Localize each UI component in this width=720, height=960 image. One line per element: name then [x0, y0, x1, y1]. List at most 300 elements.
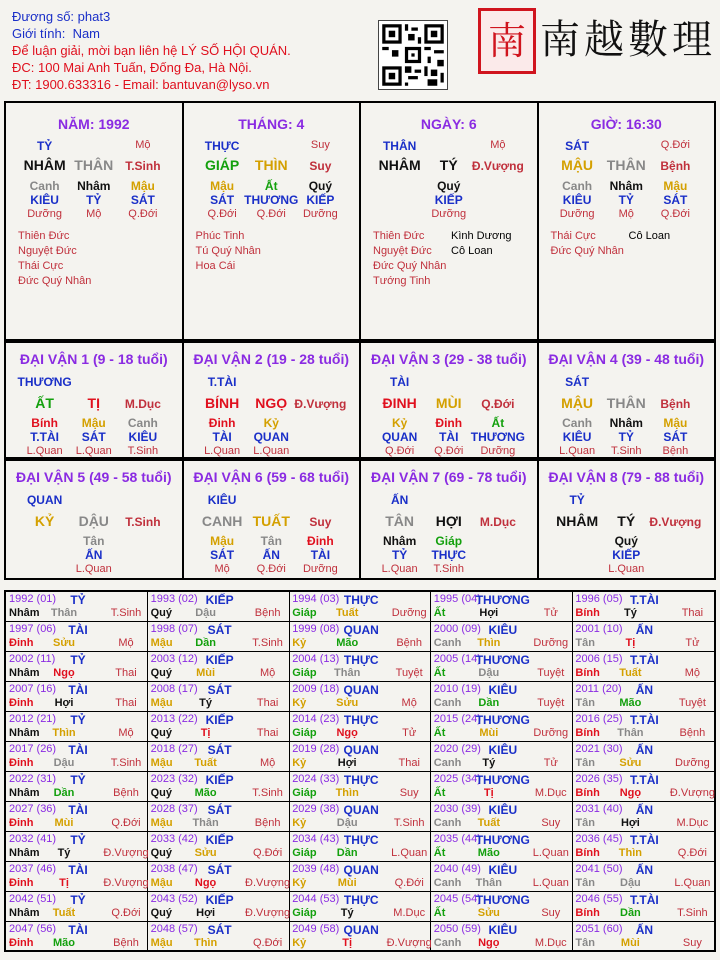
hidden-phase: L.Quan	[75, 445, 112, 457]
pillar-2	[184, 103, 362, 339]
year-cell[interactable]	[431, 742, 573, 772]
year-cell[interactable]	[431, 862, 573, 892]
year-branch: Tý	[623, 607, 637, 619]
year-label: 2005 (14)	[433, 653, 481, 665]
year-phase: Suy	[541, 817, 561, 829]
year-branch: Thìn	[335, 787, 359, 799]
year-cell[interactable]	[6, 832, 148, 862]
year-cell[interactable]	[148, 922, 290, 952]
hidden-phase: Bệnh	[662, 445, 689, 457]
year-label: 2030 (39)	[433, 803, 481, 815]
year-branch: Thân	[617, 727, 644, 739]
year-branch: Sửu	[619, 757, 642, 769]
hidden-stem: Quý	[614, 534, 638, 548]
hidden-stem: Đinh	[307, 534, 334, 548]
year-phase: Dưỡng	[391, 607, 427, 619]
year-stem: Tân	[575, 817, 595, 829]
hidden-god: KIẾP	[434, 193, 463, 207]
year-branch: Sửu	[194, 847, 217, 859]
year-label: 2019 (28)	[292, 743, 340, 755]
year-cell[interactable]	[148, 682, 290, 712]
year-phase: Tử	[402, 727, 417, 739]
year-phase: L.Quan	[674, 877, 711, 889]
hidden-god: THƯƠNG	[470, 430, 525, 444]
year-god: ẤN	[635, 923, 654, 937]
pillar-stars-list-2	[629, 229, 671, 244]
year-stem: Kỷ	[292, 937, 307, 949]
year-cell[interactable]	[289, 922, 431, 952]
year-cell[interactable]	[148, 802, 290, 832]
year-phase: Mộ	[259, 757, 276, 769]
pillar-stars-list	[196, 229, 261, 274]
hidden-god: ẤN	[85, 548, 103, 562]
star-item: Kình Dương	[451, 230, 512, 242]
year-cell[interactable]	[431, 922, 573, 952]
year-label: 2008 (17)	[150, 683, 198, 695]
year-cell[interactable]	[431, 772, 573, 802]
hidden-stem: Nhâm	[609, 179, 643, 193]
year-cell[interactable]	[431, 712, 573, 742]
year-god: T.TÀI	[630, 593, 659, 607]
year-cell[interactable]	[289, 772, 431, 802]
hidden-phase: L.Quan	[204, 445, 241, 457]
year-label: 2051 (60)	[575, 923, 623, 935]
year-cell[interactable]	[6, 892, 148, 922]
hidden-phase: Dưỡng	[559, 208, 595, 220]
year-god: ẤN	[635, 803, 654, 817]
year-phase: Đ.Vượng	[245, 907, 291, 919]
year-phase: Tuyệt	[537, 697, 565, 709]
year-stem: Tân	[575, 937, 595, 949]
hidden-stem: Mậu	[210, 534, 235, 548]
dai-van-branch: TUẤT	[252, 513, 290, 529]
dai-van-6	[184, 461, 362, 578]
year-branch: Mão	[53, 937, 75, 949]
year-stem: Quý	[150, 787, 172, 799]
star-item: Cô Loan	[628, 230, 671, 242]
hidden-god: TÀI	[439, 430, 459, 444]
year-branch: Dậu	[478, 667, 500, 679]
hidden-phase: Mộ	[86, 208, 102, 220]
year-branch: Dần	[478, 697, 500, 709]
year-god: QUAN	[343, 623, 379, 637]
qr-code-icon	[378, 20, 448, 90]
phone-email-line	[12, 76, 291, 93]
hidden-phase: Q.Đới	[434, 445, 464, 457]
year-branch: Thân	[475, 877, 502, 889]
year-cell[interactable]	[289, 742, 431, 772]
year-phase: Bệnh	[396, 637, 423, 649]
dai-van-7	[361, 461, 539, 578]
dai-van-title: ĐẠI VẬN 4 (39 - 48 tuổi)	[548, 351, 705, 367]
year-cell[interactable]	[431, 682, 573, 712]
year-phase: Bệnh	[254, 607, 281, 619]
year-god: ẤN	[635, 743, 654, 757]
year-label: 2000 (09)	[433, 623, 481, 635]
year-branch: Tuất	[52, 907, 76, 919]
year-cell[interactable]	[572, 862, 714, 892]
year-cell[interactable]	[289, 682, 431, 712]
hidden-stem: Mậu	[663, 416, 688, 430]
year-branch: Tị	[625, 637, 636, 649]
pillar-phase: Bệnh	[660, 159, 691, 173]
year-god: ẤN	[635, 863, 654, 877]
year-god: SÁT	[207, 743, 232, 757]
hidden-phase: Dưỡng	[27, 208, 62, 220]
year-branch: Tị	[59, 877, 69, 889]
year-cell[interactable]	[6, 592, 148, 622]
phone-text: ĐT: 1900.633316 - Email:	[12, 77, 163, 92]
year-label: 2050 (59)	[433, 923, 481, 935]
dai-van-branch: THÂN	[606, 395, 646, 411]
year-phase: Thai	[115, 667, 137, 679]
year-cell[interactable]	[6, 742, 148, 772]
pillar-top-phase: Mộ	[135, 139, 151, 151]
year-branch: Mùi	[479, 727, 499, 739]
year-branch: Hợi	[337, 757, 357, 769]
gender-value: Nam	[72, 26, 101, 41]
year-cell[interactable]	[289, 712, 431, 742]
year-branch: Dần	[336, 847, 358, 859]
dai-van-stem: MẬU	[561, 395, 594, 411]
hidden-god: TỶ	[618, 193, 634, 207]
star-item: Đức Quý Nhân	[373, 260, 447, 272]
year-cell[interactable]	[431, 622, 573, 652]
year-cell[interactable]	[148, 712, 290, 742]
dai-van-row-1	[4, 341, 716, 459]
year-cell[interactable]	[148, 622, 290, 652]
year-cell[interactable]	[148, 832, 290, 862]
year-phase: M.Dục	[393, 907, 426, 919]
year-label: 2031 (40)	[575, 803, 623, 815]
hidden-phase: L.Quan	[26, 445, 63, 457]
year-phase: Đ.Vượng	[103, 847, 149, 859]
dai-van-stem: NHÂM	[556, 513, 599, 529]
year-stem: Giáp	[292, 607, 317, 619]
star-item: Thái Cực	[18, 260, 64, 272]
year-branch: Tý	[57, 847, 71, 859]
year-god: T.TÀI	[630, 833, 659, 847]
dai-van-phase: M.Dục	[124, 397, 161, 411]
year-phase: Q.Đới	[252, 937, 283, 949]
year-branch: Thìn	[477, 637, 501, 649]
pillar-stars-list-2	[451, 229, 511, 259]
year-phase: Mộ	[118, 727, 134, 739]
year-god: KIẾP	[205, 893, 234, 907]
year-god: TỶ	[70, 893, 86, 907]
year-cell[interactable]	[6, 652, 148, 682]
year-cell[interactable]	[572, 802, 714, 832]
dai-van-phase: Bệnh	[660, 397, 691, 411]
year-god: THỰC	[343, 833, 379, 847]
year-cell[interactable]	[6, 772, 148, 802]
year-phase: Đ.Vượng	[669, 787, 715, 799]
dai-van-4	[539, 343, 715, 457]
dai-van-title: ĐẠI VẬN 3 (29 - 38 tuổi)	[370, 351, 527, 367]
year-god: KIÊU	[488, 623, 518, 637]
hidden-god: KIÊU	[562, 193, 592, 207]
year-phase: L.Quan	[532, 847, 569, 859]
year-stem: Nhâm	[9, 667, 40, 679]
year-cell[interactable]	[431, 592, 573, 622]
year-stem: Canh	[433, 637, 462, 649]
dai-van-phase: Đ.Vượng	[649, 515, 702, 529]
pillar-god: THÂN	[382, 139, 417, 153]
hidden-stem: Nhâm	[77, 179, 111, 193]
pillar-stem: GIÁP	[204, 157, 240, 173]
star-item: Thiên Đức	[18, 230, 70, 242]
year-label: 2022 (31)	[9, 773, 57, 785]
hidden-phase: T.Sinh	[433, 563, 465, 575]
year-cell[interactable]	[148, 652, 290, 682]
year-label: 2016 (25)	[575, 713, 623, 725]
year-god: KIÊU	[488, 923, 518, 937]
year-cell[interactable]	[148, 772, 290, 802]
dai-van-1	[6, 343, 184, 457]
year-god: ẤN	[635, 623, 654, 637]
year-cell[interactable]	[572, 652, 714, 682]
year-cell[interactable]	[148, 742, 290, 772]
year-label: 2021 (30)	[575, 743, 623, 755]
year-cell[interactable]	[289, 622, 431, 652]
year-cell[interactable]	[289, 802, 431, 832]
year-stem: Quý	[150, 847, 172, 859]
year-label: 2018 (27)	[150, 743, 198, 755]
pillar-stem: NHÂM	[23, 157, 66, 173]
year-phase: T.Sinh	[677, 907, 708, 919]
year-cell[interactable]	[431, 652, 573, 682]
year-cell[interactable]	[572, 682, 714, 712]
year-phase: Q.Đới	[111, 907, 141, 919]
year-phase: Mộ	[401, 697, 417, 709]
year-label: 2013 (22)	[150, 713, 198, 725]
dai-van-title: ĐẠI VẬN 8 (79 - 88 tuổi)	[548, 469, 705, 485]
star-item: Đức Quý Nhân	[550, 245, 624, 257]
year-stem: Đinh	[9, 877, 34, 889]
year-branch: Thìn	[193, 937, 218, 949]
year-stem: Nhâm	[9, 607, 40, 619]
year-cell[interactable]	[572, 592, 714, 622]
hidden-god: SÁT	[663, 430, 688, 444]
year-label: 2037 (46)	[9, 863, 57, 875]
year-branch: Ngọ	[619, 787, 642, 799]
year-label: 2040 (49)	[433, 863, 481, 875]
year-cell[interactable]	[148, 862, 290, 892]
year-god: THƯƠNG	[475, 593, 530, 607]
year-phase: Bệnh	[113, 787, 139, 799]
star-item: Hoa Cái	[195, 260, 236, 272]
year-cell[interactable]	[431, 832, 573, 862]
hidden-stem: Đinh	[435, 416, 463, 430]
year-branch: Mão	[194, 787, 217, 799]
pillar-branch: THÂN	[74, 157, 114, 173]
year-branch: Dần	[195, 637, 216, 649]
hidden-god: KIÊU	[30, 193, 59, 207]
hidden-stem: Quý	[437, 179, 461, 193]
year-stem: Canh	[433, 937, 462, 949]
dai-van-title: ĐẠI VẬN 7 (69 - 78 tuổi)	[370, 469, 527, 485]
hidden-stem: Canh	[562, 416, 593, 430]
year-phase: Dưỡng	[533, 637, 569, 649]
year-label: 2041 (50)	[575, 863, 623, 875]
hidden-god: TỶ	[86, 193, 102, 207]
year-stem: Đinh	[9, 637, 34, 649]
year-phase: Bệnh	[679, 727, 706, 739]
year-god: TỶ	[70, 653, 86, 667]
year-branch: Sửu	[52, 637, 76, 649]
year-stem: Canh	[433, 817, 462, 829]
year-stem: Canh	[433, 697, 462, 709]
year-cell[interactable]	[6, 922, 148, 952]
year-stem: Bính	[575, 727, 600, 739]
year-phase: M.Dục	[534, 937, 567, 949]
year-branch: Thân	[192, 817, 219, 829]
star-item: Cô Loan	[451, 245, 493, 257]
year-phase: M.Dục	[534, 787, 567, 799]
hidden-phase: Q.Đới	[128, 208, 158, 220]
year-branch: Hợi	[620, 817, 640, 829]
year-label: 2023 (32)	[150, 773, 198, 785]
year-stem: Tân	[575, 637, 595, 649]
year-label: 2036 (45)	[575, 833, 623, 845]
year-stem: Bính	[575, 907, 600, 919]
year-cell[interactable]	[572, 922, 714, 952]
year-cell[interactable]	[289, 892, 431, 922]
year-phase: Thai	[115, 697, 137, 709]
pillar-branch: THÌN	[254, 157, 288, 173]
year-cell[interactable]	[572, 892, 714, 922]
year-god: THƯƠNG	[475, 713, 530, 727]
year-stem: Kỷ	[292, 877, 307, 889]
year-god: SÁT	[207, 623, 232, 637]
gender-label: Giới tính:	[12, 26, 66, 41]
year-branch: Sửu	[336, 697, 359, 709]
dai-van-god: T.TÀI	[207, 375, 237, 389]
hidden-stem: Canh	[29, 179, 60, 193]
year-cell[interactable]	[572, 772, 714, 802]
year-label: 2047 (56)	[9, 923, 57, 935]
year-cell[interactable]	[289, 862, 431, 892]
year-god: KIẾP	[205, 653, 234, 667]
star-item: Nguyệt Đức	[373, 245, 432, 257]
hidden-phase: Dưỡng	[302, 563, 338, 575]
year-branch: Dậu	[195, 607, 216, 619]
year-phase: T.Sinh	[110, 607, 142, 619]
year-stem: Ất	[433, 847, 446, 859]
year-cell[interactable]	[6, 622, 148, 652]
hidden-stem: Tân	[260, 534, 282, 548]
year-cell[interactable]	[289, 652, 431, 682]
year-stem: Kỷ	[292, 757, 307, 769]
pillar-title: GIỜ: 16:30	[590, 116, 662, 132]
year-cell[interactable]	[6, 802, 148, 832]
star-item: Thái Cực	[550, 230, 596, 242]
year-cell[interactable]	[431, 802, 573, 832]
hidden-god: SÁT	[130, 193, 155, 207]
year-stem: Quý	[150, 727, 172, 739]
year-label: 2045 (54)	[433, 893, 481, 905]
year-stem: Bính	[575, 607, 600, 619]
hidden-stem: Nhâm	[382, 534, 417, 548]
year-branch: Tị	[342, 937, 353, 949]
year-stem: Đinh	[9, 697, 34, 709]
year-phase: Tử	[685, 637, 700, 649]
hidden-god: ẤN	[262, 548, 280, 562]
brand-logo-text: 南越數理	[540, 17, 716, 63]
year-god: T.TÀI	[630, 653, 659, 667]
owner-value: phat3	[77, 9, 111, 24]
year-god: TÀI	[68, 683, 88, 697]
year-god: QUAN	[343, 923, 379, 937]
dai-van-stem: TÂN	[385, 513, 414, 529]
year-label: 2027 (36)	[9, 803, 57, 815]
year-god: SÁT	[207, 803, 232, 817]
year-cell[interactable]	[572, 712, 714, 742]
year-cell[interactable]	[148, 592, 290, 622]
hidden-stem: Mậu	[81, 416, 106, 430]
dai-van-title: ĐẠI VẬN 6 (59 - 68 tuổi)	[193, 469, 350, 485]
year-phase: M.Dục	[676, 817, 709, 829]
year-stem: Nhâm	[9, 727, 40, 739]
year-branch: Hợi	[54, 697, 74, 709]
pillar-branch: THÂN	[606, 157, 646, 173]
year-label: 1997 (06)	[9, 623, 57, 635]
hidden-phase: L.Quan	[559, 445, 596, 457]
dai-van-branch: HỢI	[435, 513, 462, 529]
hidden-stem: Đinh	[208, 416, 236, 430]
hidden-god: KIẾP	[612, 548, 641, 562]
year-cell[interactable]	[572, 832, 714, 862]
year-god: QUAN	[343, 683, 379, 697]
year-label: 2015 (24)	[433, 713, 481, 725]
year-phase: Mộ	[259, 667, 276, 679]
hidden-god: SÁT	[210, 548, 235, 562]
year-god: TỶ	[70, 833, 86, 847]
year-cell[interactable]	[289, 592, 431, 622]
hidden-stem: Canh	[562, 179, 593, 193]
pillar-3	[361, 103, 539, 339]
year-cell[interactable]	[572, 742, 714, 772]
year-stem: Giáp	[292, 907, 317, 919]
year-cell[interactable]	[148, 892, 290, 922]
pillar-stars-list	[551, 229, 624, 259]
year-cell[interactable]	[572, 622, 714, 652]
hidden-phase: L.Quan	[75, 563, 112, 575]
year-label: 2035 (44)	[433, 833, 481, 845]
year-stem: Tân	[575, 877, 595, 889]
email-link[interactable]: bantuvan@lyso.vn	[162, 77, 270, 92]
hidden-stem: Kỷ	[263, 416, 279, 430]
year-cell[interactable]	[6, 712, 148, 742]
year-cell[interactable]	[6, 862, 148, 892]
year-god: THƯƠNG	[475, 773, 530, 787]
year-phase: Q.Đới	[677, 847, 707, 859]
year-branch: Thân	[334, 667, 361, 679]
year-stem: Đinh	[9, 937, 34, 949]
year-cell[interactable]	[6, 682, 148, 712]
year-god: QUAN	[343, 743, 379, 757]
year-cell[interactable]	[431, 892, 573, 922]
year-branch: Tý	[482, 757, 496, 769]
year-god: T.TÀI	[630, 773, 659, 787]
year-stem: Giáp	[292, 847, 317, 859]
hidden-god: THƯƠNG	[244, 193, 299, 207]
year-cell[interactable]	[289, 832, 431, 862]
dai-van-god: KIÊU	[207, 493, 237, 507]
year-label: 2010 (19)	[433, 683, 481, 695]
dai-van-phase: T.Sinh	[125, 515, 161, 529]
hidden-god: KIẾP	[306, 193, 335, 207]
